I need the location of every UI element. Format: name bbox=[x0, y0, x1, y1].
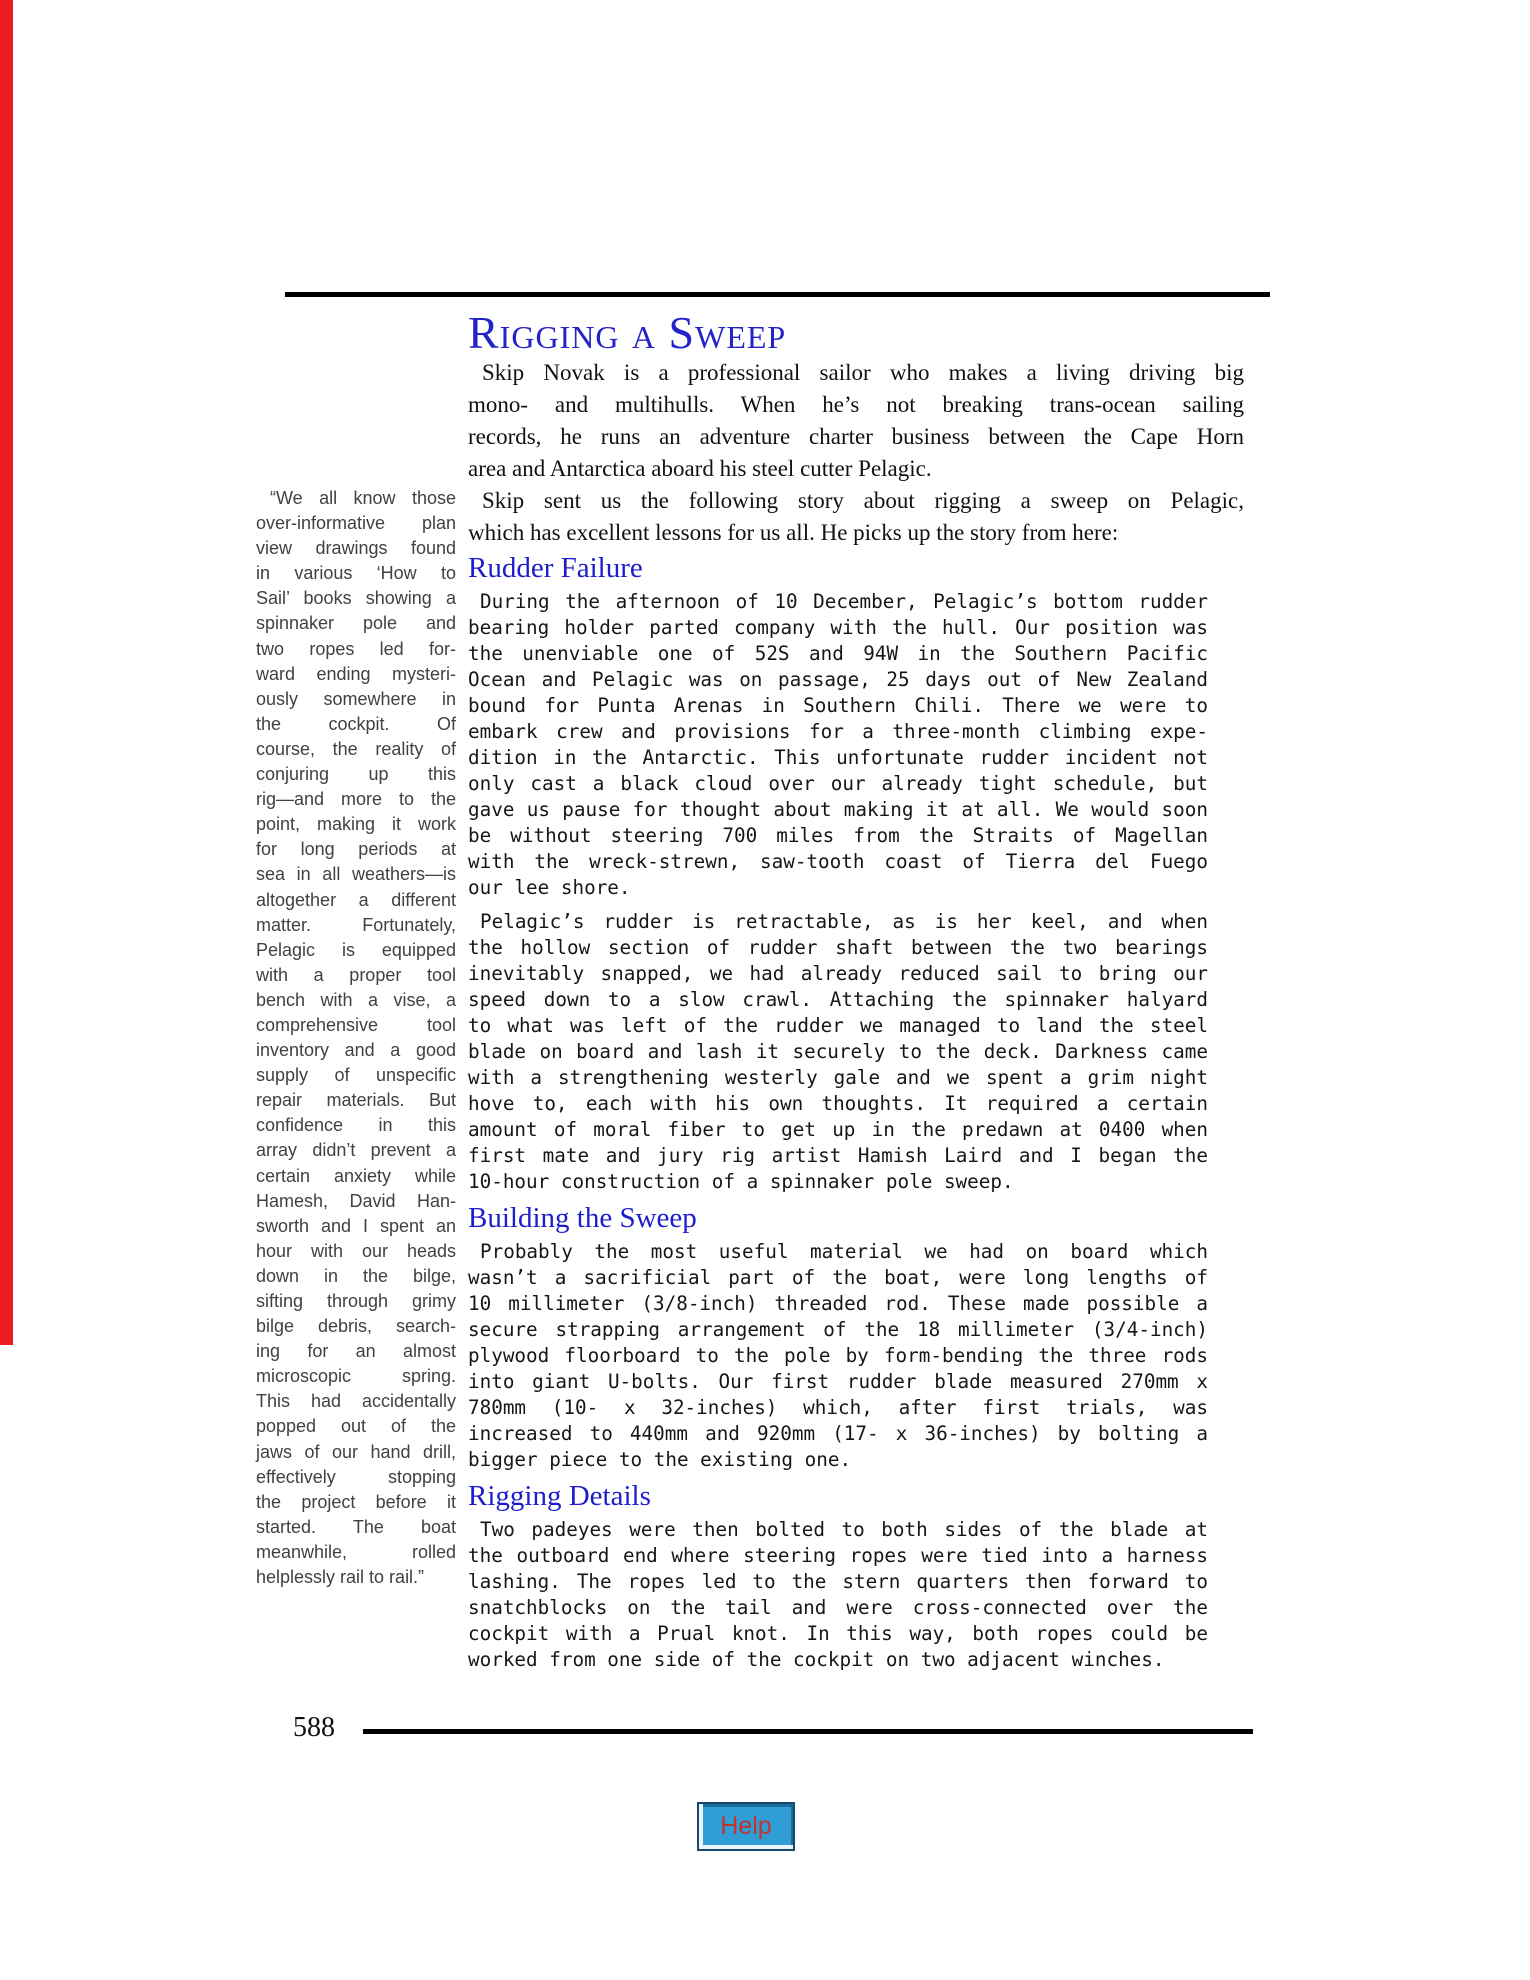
text-line: confidence in this bbox=[256, 1115, 456, 1136]
text-line: ing for an almost bbox=[256, 1341, 456, 1362]
text-line: plywood floorboard to the pole by form-bending the three rods bbox=[468, 1344, 1208, 1367]
section-heading-rudder-failure: Rudder Failure bbox=[468, 552, 643, 584]
text-line: the hollow section of rudder shaft between the two bearings bbox=[468, 936, 1208, 959]
text-line: ward ending mysteri- bbox=[256, 663, 456, 684]
text-line: bench with a vise, a bbox=[256, 989, 456, 1010]
text-line: Pelagic is equipped bbox=[256, 939, 456, 960]
text-line: view drawings found bbox=[256, 538, 456, 559]
text-line: “We all know those bbox=[270, 488, 456, 508]
text-line: hove to, each with his own thoughts. It required a certain bbox=[468, 1092, 1208, 1115]
text-line: area and Antarctica aboard his steel cutter Pelagic. bbox=[468, 456, 932, 481]
text-line: Skip sent us the following story about rigging a sweep on Pelagic, bbox=[482, 488, 1244, 513]
text-line: popped out of the bbox=[256, 1416, 456, 1437]
intro-paragraph-2 bbox=[468, 485, 1244, 549]
text-line: matter. Fortunately, bbox=[256, 914, 456, 935]
text-line: bigger piece to the existing one. bbox=[468, 1448, 852, 1471]
text-line: for long periods at bbox=[256, 839, 456, 860]
text-line: comprehensive tool bbox=[256, 1014, 456, 1035]
text-line: spinnaker pole and bbox=[256, 613, 456, 634]
footer-rule bbox=[363, 1729, 1253, 1734]
text-line: worked from one side of the cockpit on two adjacent winches. bbox=[468, 1648, 1165, 1671]
text-line: jaws of our hand drill, bbox=[256, 1441, 456, 1462]
text-line: Hamesh, David Han- bbox=[256, 1190, 456, 1211]
text-line: secure strapping arrangement of the 18 millimeter (3/4-inch) bbox=[468, 1318, 1208, 1341]
text-line: to what was left of the rudder we managed to land the steel bbox=[468, 1014, 1208, 1037]
section-heading-rigging-details: Rigging Details bbox=[468, 1480, 651, 1512]
main-column bbox=[468, 304, 1244, 1673]
text-line: repair materials. But bbox=[256, 1090, 456, 1111]
text-line: bearing holder parted company with the hull. Our position was bbox=[468, 616, 1208, 639]
text-line: snatchblocks on the tail and were cross-connected over the bbox=[468, 1596, 1208, 1619]
text-line: sea in all weathers—is bbox=[256, 864, 456, 885]
text-line: bound for Punta Arenas in Southern Chili. There we were to bbox=[468, 694, 1208, 717]
text-line: with a proper tool bbox=[256, 964, 456, 985]
text-line: our lee shore. bbox=[468, 876, 631, 899]
text-line: Sail’ books showing a bbox=[256, 588, 456, 609]
intro-paragraph-1 bbox=[468, 357, 1244, 485]
text-line: the project before it bbox=[256, 1491, 456, 1512]
text-line: gave us pause for thought about making it at all. We would soon bbox=[468, 798, 1208, 821]
rudder-failure-paragraph-1 bbox=[468, 589, 1208, 901]
text-line: two ropes led for- bbox=[256, 638, 456, 659]
help-button[interactable]: Help bbox=[697, 1802, 795, 1851]
text-line: the cockpit. Of bbox=[256, 713, 456, 734]
text-line: Pelagic’s rudder is retractable, as is her keel, and when bbox=[480, 910, 1208, 933]
text-line: cockpit with a Prual knot. In this way, both ropes could be bbox=[468, 1622, 1208, 1645]
text-line: with a strengthening westerly gale and we spent a grim night bbox=[468, 1066, 1208, 1089]
text-line: point, making it work bbox=[256, 814, 456, 835]
text-line: rig—and more to the bbox=[256, 789, 456, 810]
text-line: the unenviable one of 52S and 94W in the Southern Pacific bbox=[468, 642, 1208, 665]
header-rule bbox=[285, 292, 1270, 297]
text-line: records, he runs an adventure charter business between the Cape Horn bbox=[468, 424, 1244, 449]
text-line: 780mm (10- x 32-inches) which, after first trials, was bbox=[468, 1396, 1208, 1419]
text-line: Probably the most useful material we had on board which bbox=[480, 1240, 1208, 1263]
rigging-details-paragraph-1 bbox=[468, 1517, 1208, 1673]
page-title: Rigging a Sweep bbox=[468, 307, 787, 358]
text-line: wasn’t a sacrificial part of the boat, were long lengths of bbox=[468, 1266, 1208, 1289]
text-line: blade on board and lash it securely to the deck. Darkness came bbox=[468, 1040, 1208, 1063]
text-line: dition in the Antarctic. This unfortunate rudder incident not bbox=[468, 746, 1208, 769]
text-line: hour with our heads bbox=[256, 1240, 456, 1261]
text-line: only cast a black cloud over our already tight schedule, but bbox=[468, 772, 1208, 795]
text-line: certain anxiety while bbox=[256, 1165, 456, 1186]
text-line: bilge debris, search- bbox=[256, 1316, 456, 1337]
text-line: down in the bilge, bbox=[256, 1265, 456, 1286]
text-line: with the wreck-strewn, saw-tooth coast of Tierra del Fuego bbox=[468, 850, 1208, 873]
text-line: inevitably snapped, we had already reduced sail to bring our bbox=[468, 962, 1208, 985]
text-line: sworth and I spent an bbox=[256, 1215, 456, 1236]
text-line: Skip Novak is a professional sailor who makes a living driving big bbox=[482, 360, 1244, 385]
text-line: supply of unspecific bbox=[256, 1065, 456, 1086]
section-heading-building-the-sweep: Building the Sweep bbox=[468, 1202, 697, 1234]
text-line: first mate and jury rig artist Hamish Laird and I began the bbox=[468, 1144, 1208, 1167]
text-line: increased to 440mm and 920mm (17- x 36-inches) by bolting a bbox=[468, 1422, 1208, 1445]
text-line: effectively stopping bbox=[256, 1466, 456, 1487]
text-line: started. The boat bbox=[256, 1516, 456, 1537]
text-line: Two padeyes were then bolted to both sides of the blade at bbox=[480, 1518, 1208, 1541]
rudder-failure-paragraph-2 bbox=[468, 909, 1208, 1195]
text-line: sifting through grimy bbox=[256, 1291, 456, 1311]
text-line: Ocean and Pelagic was on passage, 25 days out of New Zealand bbox=[468, 668, 1208, 691]
sidebar-quote bbox=[256, 486, 456, 1590]
text-line: helplessly rail to rail.” bbox=[256, 1567, 425, 1588]
page-number: 588 bbox=[293, 1712, 335, 1743]
text-line: over-informative plan bbox=[256, 513, 456, 534]
text-line: speed down to a slow crawl. Attaching the spinnaker halyard bbox=[468, 988, 1208, 1011]
text-line: mono- and multihulls. When he’s not breaking trans-ocean sailing bbox=[468, 392, 1244, 417]
red-edge-bar bbox=[0, 0, 13, 1345]
text-line: altogether a different bbox=[256, 889, 456, 910]
text-line: which has excellent lessons for us all. He picks up the story from here: bbox=[468, 520, 1119, 545]
text-line: course, the reality of bbox=[256, 738, 456, 759]
text-line: 10 millimeter (3/8-inch) threaded rod. These made possible a bbox=[468, 1292, 1208, 1315]
text-line: This had accidentally bbox=[256, 1391, 456, 1412]
text-line: array didn’t prevent a bbox=[256, 1140, 456, 1161]
text-line: ously somewhere in bbox=[256, 688, 456, 709]
text-line: microscopic spring. bbox=[256, 1366, 456, 1387]
text-line: lashing. The ropes led to the stern quarters then forward to bbox=[468, 1570, 1208, 1593]
text-line: the outboard end where steering ropes were tied into a harness bbox=[468, 1544, 1208, 1567]
text-line: 10-hour construction of a spinnaker pole sweep. bbox=[468, 1170, 1014, 1193]
text-line: into giant U-bolts. Our first rudder blade measured 270mm x bbox=[468, 1370, 1208, 1393]
building-the-sweep-paragraph-1 bbox=[468, 1239, 1208, 1473]
text-line: conjuring up this bbox=[256, 764, 456, 785]
text-line: be without steering 700 miles from the Straits of Magellan bbox=[468, 824, 1208, 847]
text-line: embark crew and provisions for a three-month climbing expe- bbox=[468, 720, 1208, 743]
text-line: inventory and a good bbox=[256, 1040, 456, 1061]
text-line: amount of moral fiber to get up in the predawn at 0400 when bbox=[468, 1118, 1208, 1141]
text-line: in various ‘How to bbox=[256, 563, 456, 584]
text-line: meanwhile, rolled bbox=[256, 1541, 456, 1562]
text-line: During the afternoon of 10 December, Pelagic’s bottom rudder bbox=[480, 590, 1208, 613]
